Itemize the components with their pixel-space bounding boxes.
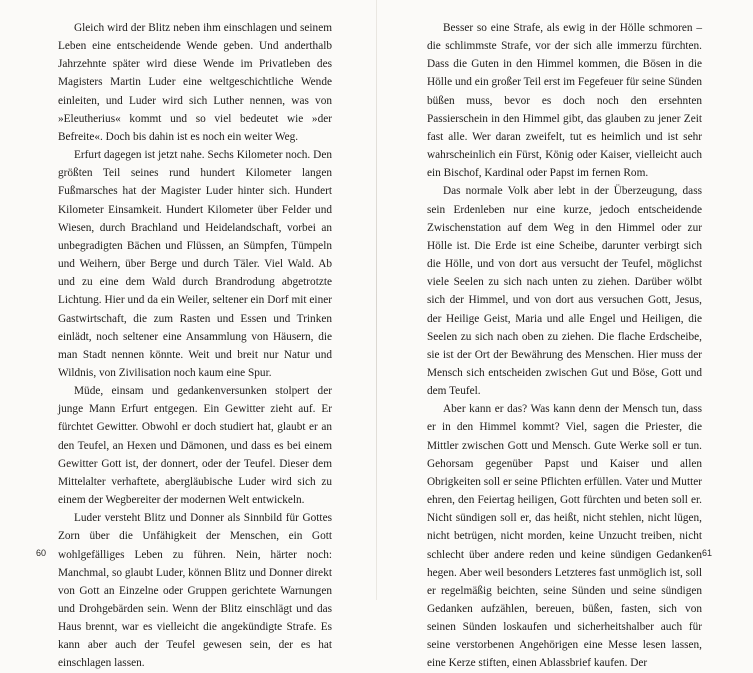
page-number: 61	[702, 548, 713, 558]
page-number: 60	[36, 548, 47, 558]
paragraph: Erfurt dagegen ist jetzt nahe. Sechs Kilometer noch. Den größten Teil seines rund hundert Kilometer langen Fußmarsches hat der Magister Luder hinter sich. Hundert Kilometer Einsamkeit. Hundert Kilometer über Felder und Wiesen, durch Brachland und Heidelandschaft, vorbei an unbegradigten Bächen und Flüssen, an Sümpfen, Tümpeln und Weihern, über Berge und durch Täler. Viel Wald. Ab und zu eine dem Wald durch Brandrodung abgetrotzte Lichtung. Hier und da ein Weiler, seltener ein Dorf mit einer Gastwirtschaft, die zum Rasten und Essen und Trinken einlädt, noch seltener eine Ansammlung von Häusern, die man Stadt nennen könnte. Weit und breit nur Natur und Wildnis, von Zivilisation noch kaum eine Spur.	[58, 149, 332, 379]
paragraph: Das normale Volk aber lebt in der Überzeugung, dass sein Erdenleben nur eine kurze, jedoch entscheidende Zwischenstation auf dem Weg in den Himmel oder zur Hölle ist. Die Erde ist eine Scheibe, darunter verbirgt sich die Hölle, und von dort aus versucht der Teufel, möglichst viele Seelen zu sich nach unten zu ziehen. Darüber wölbt sich der Himmel, und von dort aus versuchen Gott, Jesus, der Heilige Geist, Maria und alle Engel und Heiligen, die Seelen zu sich nach oben zu ziehen. Die flache Erdscheibe, sie ist der Ort der Bewährung des Menschen. Hier muss der Mensch sich entscheiden zwischen Gut und Böse, Gott und dem Teufel.	[427, 185, 702, 398]
paragraph: Luder versteht Blitz und Donner als Sinnbild für Gottes Zorn über die Unfähigkeit der Menschen, ein Gott wohlgefälliges Leben zu führen. Nein, härter noch: Manchmal, so glaubt Luder, können Blitz und Donner direkt von Gott an Einzelne oder Gruppen gerichtete Warnungen und Drohgebärden sein. Wenn der Blitz einschlägt und das Haus brennt, war es vielleicht die angekündigte Strafe. Es kann aber auch der Teufel gewesen sein, der es hat einschlagen lassen.	[58, 512, 332, 670]
paragraph: Besser so eine Strafe, als ewig in der Hölle schmoren – die schlimmste Strafe, vor der sich alle immerzu fürchten. Dass die Guten in den Himmel kommen, die Bösen in die Hölle und ein großer Teil erst im Fegefeuer für seine Sünden büßen muss, bevor es doch noch den ersehnten Passierschein in den Himmel gibt, das glauben zu jener Zeit fast alle. Wer daran zweifelt, tut es heimlich und ist sehr wahrscheinlich ein Fürst, König oder Kaiser, vielleicht auch ein Bischof, Kardinal oder Papst im fernen Rom.	[427, 22, 702, 180]
left-page-text	[58, 19, 332, 673]
right-page-text	[427, 19, 702, 673]
paragraph: Aber kann er das? Was kann denn der Mensch tun, dass er in den Himmel kommt? Viel, sagen die Priester, die Mittler zwischen Gott und Mensch. Gute Werke soll er tun. Gehorsam gegenüber Papst und Kaiser und allen Obrigkeiten soll er seine Pflichten erfüllen. Vater und Mutter ehren, den Feiertag heiligen, Gott fürchten und beten soll er. Nicht sündigen soll er, das heißt, nicht stehlen, nicht lügen, nicht betrügen, nicht morden, keine Unzucht treiben, nicht schlecht über andere reden und keine sündigen Gedanken hegen. Aber weil besonders Letzteres fast unmöglich ist, soll er regelmäßig beichten, seine Sünden und seine sündigen Gedanken aufzählen, bereuen, büßen, fasten, sich von seinen Sünden loskaufen und sicherheitshalber auch für seine verstorbenen Angehörigen eine Messe lesen lassen, eine Kerze stiften, einen Ablassbrief kaufen. Der	[427, 403, 702, 670]
paragraph: Gleich wird der Blitz neben ihm einschlagen und seinem Leben eine entscheidende Wende geben. Und anderthalb Jahrzehnte später wird diese Wende im Privatleben des Magisters Martin Luder eine weltgeschichtliche Wende einleiten, und Luder wird sich Luther nennen, was von »Eleutherius« kommt und so viel bedeutet wie »der Befreite«. Doch bis dahin ist es noch ein weiter Weg.	[58, 22, 332, 143]
paragraph: Müde, einsam und gedankenversunken stolpert der junge Mann Erfurt entgegen. Ein Gewitter zieht auf. Er fürchtet Gewitter. Obwohl er doch studiert hat, glaubt er an den Teufel, an Hexen und Dämonen, und dass es bei einem Gewitter Gott ist, der donnert, oder der Teufel. Dieser dem Mittelalter verhaftete, abergläubische Luder wird sich zu einem der Wegbereiter der modernen Welt entwickeln.	[58, 385, 332, 507]
right-page	[377, 0, 753, 670]
left-page	[0, 0, 376, 670]
